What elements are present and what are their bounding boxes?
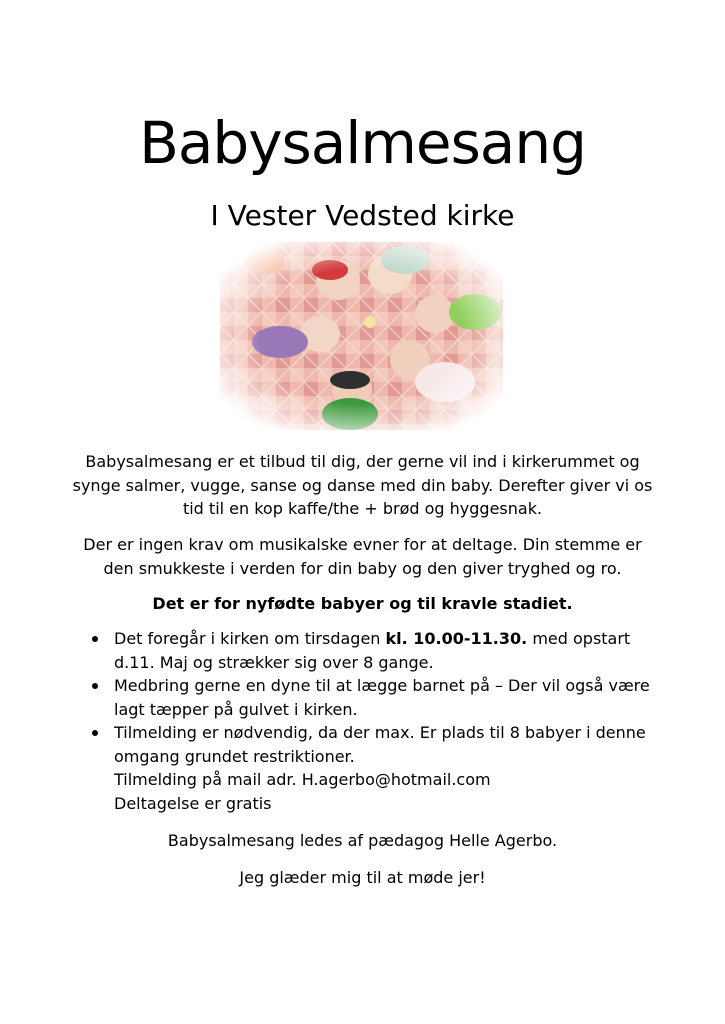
when-text-before: Det foregår i kirken om tirsdagen xyxy=(114,629,386,648)
bullet-icon xyxy=(92,683,98,689)
intro-paragraph: Babysalmesang er et tilbud til dig, der gerne vil ind i kirkerummet og synge salmer, vugge, sanse og danse med din baby. Derefter giver vi os tid til en kop kaffe/the + brød og hyggesnak. xyxy=(72,452,653,518)
signup-free: Deltagelse er gratis xyxy=(114,793,272,813)
when-time: kl. 10.00-11.30. xyxy=(385,629,528,648)
closing-line: Jeg glæder mig til at møde jer! xyxy=(239,868,486,887)
bullet-icon xyxy=(92,730,98,736)
requirements-paragraph: Der er ingen krav om musikalske evner for at deltage. Din stemme er den smukkeste i verden for din baby og den giver tryghed og ro. xyxy=(83,535,642,578)
info-list xyxy=(92,627,662,815)
when-text-after: med opstart d.11. Maj og strækker sig over 8 gange. xyxy=(114,629,631,672)
bring-text: Medbring gerne en dyne til at lægge barnet på – Der vil også være lagt tæpper på gulvet i kirken. xyxy=(114,676,650,719)
page-subtitle: I Vester Vedsted kirke xyxy=(210,199,515,232)
signup-text: Tilmelding er nødvendig, da der max. Er plads til 8 babyer i denne omgang grundet restriktioner. xyxy=(114,723,646,766)
list-item-bring xyxy=(92,674,662,721)
signup-mail: Tilmelding på mail adr. H.agerbo@hotmail.com xyxy=(114,770,491,789)
audience-highlight: Det er for nyfødte babyer og til kravle stadiet. xyxy=(152,594,573,613)
bullet-icon xyxy=(92,636,98,642)
page-title: Babysalmesang xyxy=(139,109,586,177)
list-item-signup xyxy=(92,721,662,815)
leader-line: Babysalmesang ledes af pædagog Helle Agerbo. xyxy=(167,831,558,850)
babies-photo xyxy=(220,242,503,430)
list-item-when xyxy=(92,627,662,674)
